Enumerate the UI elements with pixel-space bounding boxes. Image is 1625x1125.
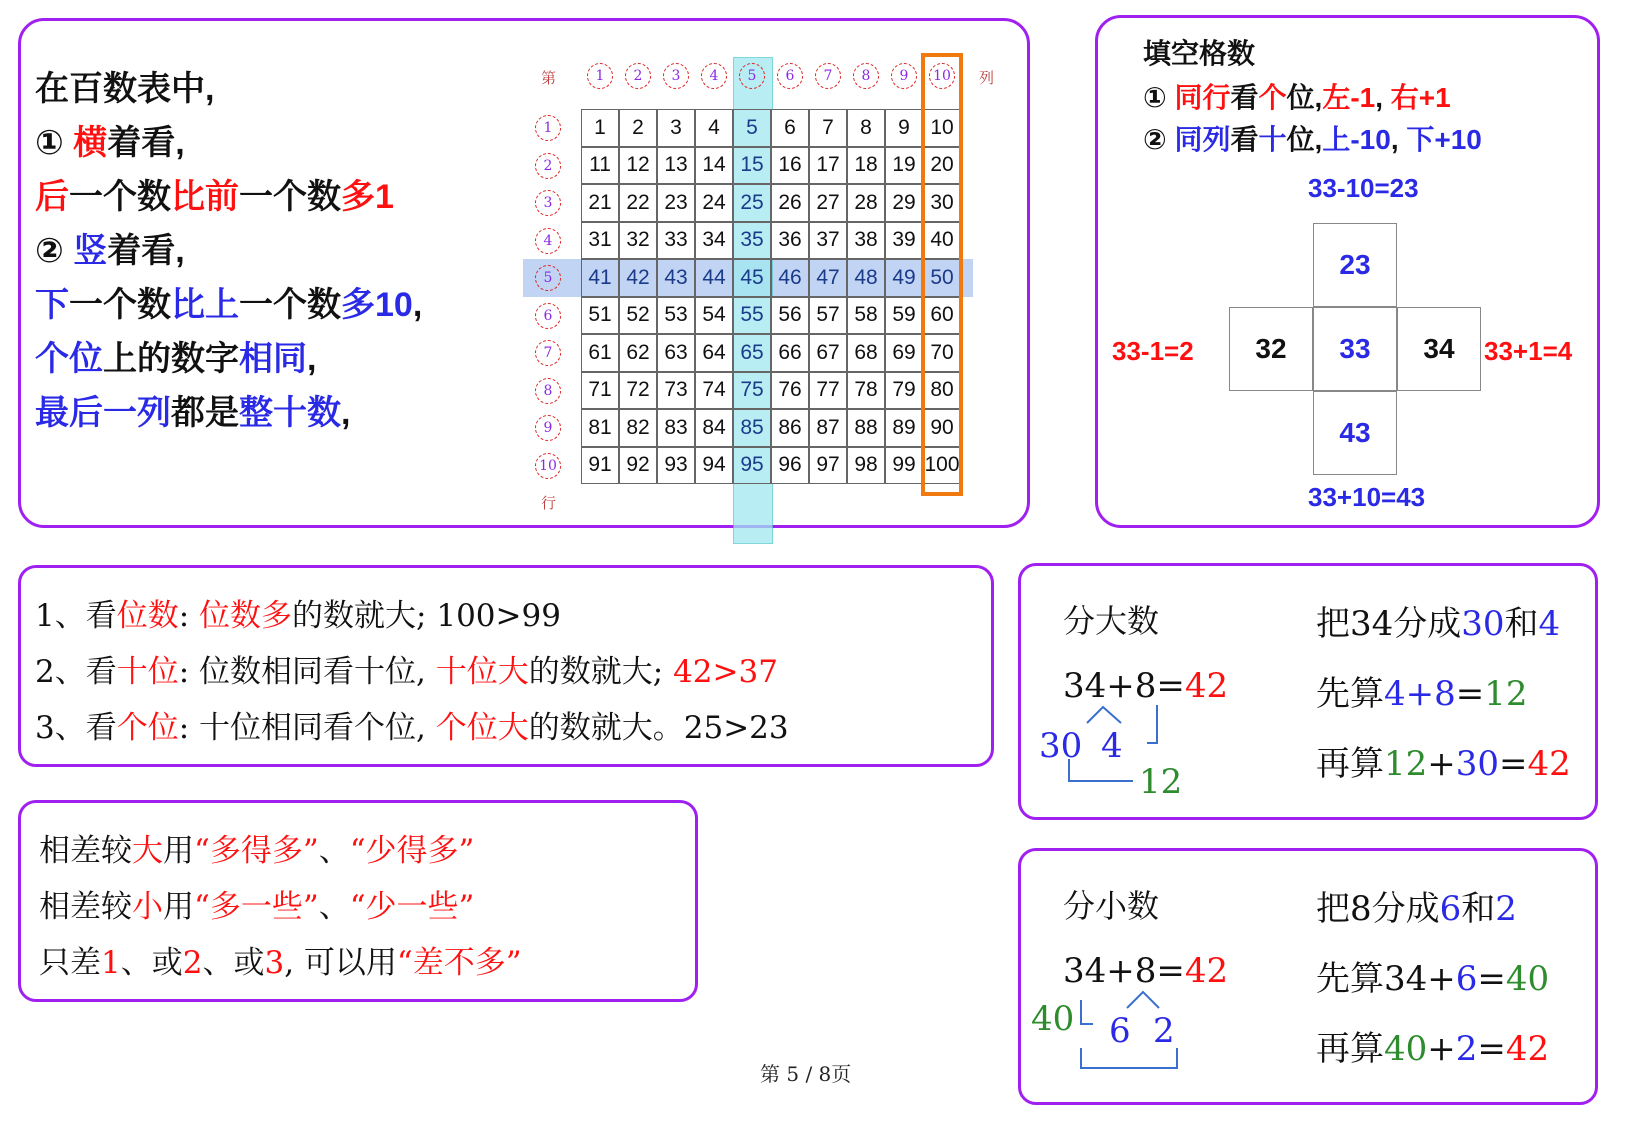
text-run: , [412, 286, 423, 324]
cell-center: 33 [1313, 307, 1397, 391]
text-run: 、或 [120, 945, 183, 981]
hundred-chart-cell: 31 [581, 222, 619, 260]
text-run: 把34分成 [1316, 604, 1462, 644]
row-number-circle: 6 [535, 303, 561, 329]
split-big-number-panel [1018, 563, 1598, 820]
vertical-word: 竖 [73, 232, 108, 270]
cell-left: 32 [1229, 307, 1313, 391]
hundred-chart-cell: 64 [695, 334, 733, 372]
text-run: 同列 [1174, 124, 1231, 155]
text-run: 一个数 [69, 178, 171, 216]
text-run: 和 [1504, 604, 1539, 644]
hundred-chart-cell: 75 [733, 372, 771, 410]
hundred-chart-cell: 17 [809, 147, 847, 185]
text-run: “多得多” [194, 833, 319, 869]
hundred-chart-cell: 48 [847, 259, 885, 297]
text-run: 42>37 [673, 654, 778, 690]
hundred-chart-cell: 89 [885, 409, 923, 447]
hundred-chart-cell: 14 [695, 147, 733, 185]
text-run: 下 [35, 286, 69, 324]
row-number-circle: 4 [535, 228, 561, 254]
text-run: , [341, 394, 351, 432]
hundred-chart-cell: 74 [695, 372, 733, 410]
same-row-rule [1143, 76, 1451, 116]
hundred-chart-cell: 58 [847, 297, 885, 335]
column-prefix-label: 第 [541, 69, 557, 87]
text-run: 42 [1184, 951, 1229, 991]
hundred-chart-cell: 82 [619, 409, 657, 447]
eq-right: 33+1=4 [1484, 336, 1573, 366]
hundred-chart-cell: 84 [695, 409, 733, 447]
hundred-chart-cell: 24 [695, 184, 733, 222]
text-run: 2 [1495, 889, 1517, 929]
text-run: 多1 [341, 178, 394, 216]
text-run: 个位 [116, 710, 179, 746]
text-run: 同行 [1174, 82, 1231, 113]
hundred-chart-cell: 18 [847, 147, 885, 185]
hundred-chart-cell: 77 [809, 372, 847, 410]
hundred-chart-cell: 6 [771, 109, 809, 147]
col-rule-text [35, 277, 422, 326]
cell-right: 34 [1397, 307, 1481, 391]
hundred-chart-cell: 93 [657, 447, 695, 485]
eq-left: 33-1=2 [1112, 336, 1194, 366]
compare-rule-ones [35, 702, 789, 747]
column-number-circle: 6 [777, 63, 803, 89]
text-run: 个位 [35, 340, 103, 378]
outlined-column-box [921, 53, 963, 496]
column-number-circle: 9 [891, 63, 917, 89]
hundred-chart-cell: 57 [809, 297, 847, 335]
text-run: , [1390, 124, 1407, 155]
text-run: : [178, 598, 200, 634]
hundred-chart-cell: 50 [923, 259, 961, 297]
text-run: 42 [1184, 666, 1229, 706]
text-run: 3、看 [35, 710, 117, 746]
text-run: 6 [1455, 959, 1478, 999]
text-run: 、或 [202, 945, 265, 981]
col-rule-heading [35, 223, 185, 272]
text-run: , [1375, 82, 1391, 113]
text-run: “少得多” [349, 833, 475, 869]
column-number-circle: 5 [739, 63, 765, 89]
fill-grid-title: 填空格数 [1143, 38, 1256, 69]
column-number-circle: 7 [815, 63, 841, 89]
text-run: = [1455, 674, 1485, 714]
text-run: 下+10 [1406, 124, 1482, 155]
ones-digit-rule [35, 331, 316, 380]
hundred-chart-cell: 3 [657, 109, 695, 147]
hundred-chart-cell: 16 [771, 147, 809, 185]
text-run: 上的数字 [103, 340, 239, 378]
hundred-chart-cell: 92 [619, 447, 657, 485]
compare-rule-digits [35, 590, 561, 635]
column-number-circle: 3 [663, 63, 689, 89]
text-run: 相同 [239, 340, 307, 378]
hundred-chart-cell: 43 [657, 259, 695, 297]
hundred-chart-cell: 42 [619, 259, 657, 297]
hundred-chart-cell: 11 [581, 147, 619, 185]
row-number-circle: 9 [535, 415, 561, 441]
split-partial-sum: 40 [1031, 999, 1075, 1039]
hundred-chart-cell: 52 [619, 297, 657, 335]
split-small-step2 [1316, 951, 1549, 1000]
text-run: 位, [1286, 82, 1323, 113]
hundred-chart-cell: 25 [733, 184, 771, 222]
hundred-chart-cell: 62 [619, 334, 657, 372]
column-number-circle: 8 [853, 63, 879, 89]
text-run: 一个数 [239, 178, 341, 216]
split-big-equation [1063, 666, 1228, 706]
text-run: 一个数 [69, 286, 171, 324]
hundred-chart-cell: 69 [885, 334, 923, 372]
hundred-chart-cell: 23 [657, 184, 695, 222]
row-number-circle: 1 [535, 115, 561, 141]
text-run: 看 [1230, 82, 1259, 113]
hundred-chart-cell: 19 [885, 147, 923, 185]
text-run: 比上 [171, 286, 239, 324]
text-run: 42 [1505, 1029, 1550, 1069]
text-run: ② [1143, 124, 1175, 155]
hundred-chart-cell: 13 [657, 147, 695, 185]
text-run: 4+8 [1384, 674, 1456, 714]
hundred-chart-cell: 70 [923, 334, 961, 372]
text-run: 先算34+ [1316, 959, 1456, 999]
hundred-chart-cell: 63 [657, 334, 695, 372]
last-column-rule [35, 385, 350, 434]
horizontal-word: 横 [73, 124, 108, 162]
circled-two: ② [35, 232, 64, 270]
hundred-chart-cell: 86 [771, 409, 809, 447]
text-run: : 位数相同看十位, [178, 654, 436, 690]
text-run: 30 [1461, 604, 1505, 644]
text-run: 比前 [171, 178, 239, 216]
text-run: ① [1143, 82, 1175, 113]
text-run: 位数多 [199, 598, 293, 634]
hundred-chart-cell: 91 [581, 447, 619, 485]
row-number-circle: 7 [535, 340, 561, 366]
add-bracket-line [1147, 705, 1157, 743]
hundred-chart-cell: 95 [733, 447, 771, 485]
hundred-chart-cell: 79 [885, 372, 923, 410]
text-run: 整十数 [239, 394, 341, 432]
text-run: + [1427, 744, 1456, 784]
text-run: 12 [1484, 674, 1528, 714]
circled-one: ① [35, 124, 64, 162]
cell-top: 23 [1313, 223, 1397, 307]
text-run: 个 [1258, 82, 1287, 113]
text-run: 最后一列 [35, 394, 171, 432]
text-run: 相差较 [39, 889, 132, 925]
text-run: “差不多” [396, 945, 522, 981]
split-big-step1 [1316, 596, 1560, 645]
hundred-chart-cell: 99 [885, 447, 923, 485]
hundred-chart-cell: 1 [581, 109, 619, 147]
nearly-equal-words [39, 937, 522, 982]
hundred-chart-cell: 40 [923, 222, 961, 260]
eq-top: 33-10=23 [1308, 173, 1419, 203]
split-small-title: 分小数 [1063, 887, 1160, 925]
text-run: 2 [182, 945, 203, 981]
split-small-step1 [1316, 881, 1517, 930]
split-part-b: 2 [1153, 1011, 1175, 1051]
hundred-chart-cell: 81 [581, 409, 619, 447]
hundred-chart-panel [18, 18, 1030, 528]
text-run: 小 [132, 889, 163, 925]
hundred-chart-cell: 12 [619, 147, 657, 185]
text-run: 12 [1384, 744, 1428, 784]
split-big-step3 [1316, 736, 1571, 785]
hundred-chart-cell: 54 [695, 297, 733, 335]
text-run: “少一些” [349, 889, 475, 925]
hundred-chart-cell: 80 [923, 372, 961, 410]
text-run: 位数 [116, 598, 179, 634]
compare-rules-panel [18, 565, 994, 767]
hundred-chart-cell: 59 [885, 297, 923, 335]
text-run: 的数就大; 100>99 [292, 598, 561, 634]
hundred-chart-cell: 41 [581, 259, 619, 297]
text-run: + [1427, 1029, 1456, 1069]
text-run: 1 [101, 945, 121, 981]
hundred-chart-cell: 9 [885, 109, 923, 147]
split-partial-sum: 12 [1139, 762, 1183, 802]
hundred-chart-cell: 27 [809, 184, 847, 222]
text-run: “多一些” [194, 889, 319, 925]
text-run: 只差 [39, 945, 101, 981]
column-suffix-label: 列 [979, 69, 995, 87]
row-suffix-label: 行 [541, 494, 557, 512]
cell-bottom: 43 [1313, 391, 1397, 475]
text-run: 相差较 [39, 833, 132, 869]
text-run: 30 [1455, 744, 1500, 784]
column-number-circle: 1 [587, 63, 613, 89]
text-run: 个位大 [435, 710, 529, 746]
hundred-chart-cell: 97 [809, 447, 847, 485]
hundred-chart-cell: 88 [847, 409, 885, 447]
compare-rule-tens [35, 646, 778, 691]
text-run: 、 [318, 889, 350, 925]
text-run: = [1499, 744, 1528, 784]
hundred-chart-cell: 30 [923, 184, 961, 222]
add-bracket-line [1081, 1000, 1093, 1024]
text-run: 、 [318, 833, 350, 869]
text-run: 的数就大; [528, 654, 674, 690]
hundred-chart-cell: 26 [771, 184, 809, 222]
hundred-chart-cell: 2 [619, 109, 657, 147]
column-number-circle: 10 [929, 63, 955, 89]
text-run: 和 [1461, 889, 1496, 929]
text-run: , 可以用 [284, 945, 397, 981]
hundred-chart-cell: 34 [695, 222, 733, 260]
text-run: 40 [1384, 1029, 1428, 1069]
hundred-chart-cell: 68 [847, 334, 885, 372]
text-run: 看 [1230, 124, 1259, 155]
hundred-chart-cell: 28 [847, 184, 885, 222]
hundred-chart-cell: 20 [923, 147, 961, 185]
hundred-chart-cell: 65 [733, 334, 771, 372]
text-run: 1、看 [35, 598, 117, 634]
hundred-chart-cell: 32 [619, 222, 657, 260]
split-big-step2 [1316, 666, 1528, 715]
split-small-step3 [1316, 1021, 1549, 1070]
hundred-chart-cell: 38 [847, 222, 885, 260]
row-number-circle: 8 [535, 378, 561, 404]
split-small-equation [1063, 951, 1228, 991]
split-small-number-panel [1018, 848, 1598, 1105]
split-part-a: 30 [1039, 726, 1083, 766]
text-run: 位, [1286, 124, 1323, 155]
hundred-chart-cell: 60 [923, 297, 961, 335]
text-run: 右+1 [1390, 82, 1451, 113]
hundred-chart-cell: 55 [733, 297, 771, 335]
row-number-circle: 2 [535, 153, 561, 179]
hundred-chart-cell: 5 [733, 109, 771, 147]
difference-words-panel [18, 800, 698, 1002]
hundred-chart-cell: 78 [847, 372, 885, 410]
text-run: = [1477, 1029, 1506, 1069]
split-part-b: 4 [1101, 726, 1123, 766]
hundred-chart-cell: 4 [695, 109, 733, 147]
text-run: 再算 [1316, 744, 1384, 784]
hundred-chart-cell: 56 [771, 297, 809, 335]
hundred-chart-cell: 61 [581, 334, 619, 372]
hundred-chart-cell: 73 [657, 372, 695, 410]
look-text: 着看, [107, 124, 185, 162]
text-run: 先算 [1316, 674, 1384, 714]
text-run: : 十位相同看个位, [178, 710, 436, 746]
hundred-chart-cell: 21 [581, 184, 619, 222]
hundred-chart-cell: 35 [733, 222, 771, 260]
text-run: 6 [1439, 889, 1462, 929]
hundred-chart-cell: 36 [771, 222, 809, 260]
hundred-chart-cell: 66 [771, 334, 809, 372]
hundred-chart-cell: 39 [885, 222, 923, 260]
hundred-chart [541, 57, 1021, 527]
row-rule-text [35, 169, 394, 218]
hundred-chart-cell: 22 [619, 184, 657, 222]
column-number-circle: 2 [625, 63, 651, 89]
text-run: 2、看 [35, 654, 117, 690]
hundred-chart-cell: 46 [771, 259, 809, 297]
text-run: 用 [163, 833, 194, 869]
text-run: 多10 [341, 286, 413, 324]
text-run: 34+8= [1063, 951, 1185, 991]
text-run: 40 [1505, 959, 1550, 999]
hundred-chart-cell: 87 [809, 409, 847, 447]
hundred-chart-cell: 90 [923, 409, 961, 447]
hundred-chart-cell: 53 [657, 297, 695, 335]
same-col-rule [1143, 118, 1482, 158]
text-run: 一个数 [239, 286, 341, 324]
split-part-a: 6 [1109, 1011, 1131, 1051]
text-run: 十位大 [435, 654, 529, 690]
text-run: , [307, 340, 317, 378]
text-run: 大 [132, 833, 163, 869]
row-number-circle: 10 [535, 453, 561, 479]
hundred-chart-cell: 100 [923, 447, 961, 485]
eq-bottom: 33+10=43 [1308, 482, 1426, 512]
hundred-chart-cell: 71 [581, 372, 619, 410]
big-difference-words [39, 825, 474, 870]
hundred-chart-cell: 94 [695, 447, 733, 485]
hundred-chart-cell: 96 [771, 447, 809, 485]
small-difference-words [39, 881, 474, 926]
hundred-chart-cell: 67 [809, 334, 847, 372]
text-run: 用 [163, 889, 194, 925]
text-run: 2 [1455, 1029, 1478, 1069]
hundred-chart-cell: 85 [733, 409, 771, 447]
split-branch-lines [1127, 992, 1159, 1008]
text-run: 把8分成 [1316, 889, 1440, 929]
text-run: 十 [1258, 124, 1287, 155]
hundred-chart-cell: 10 [923, 109, 961, 147]
hundred-chart-cell: 98 [847, 447, 885, 485]
hundred-chart-cell: 76 [771, 372, 809, 410]
text-run: 都是 [171, 394, 239, 432]
row-number-circle: 5 [535, 265, 561, 291]
hundred-chart-cell: 83 [657, 409, 695, 447]
hundred-chart-cell: 8 [847, 109, 885, 147]
look-text: 着看, [107, 232, 185, 270]
text-run: 42 [1527, 744, 1571, 784]
text-run: 的数就大。25>23 [528, 710, 789, 746]
hundred-chart-cell: 7 [809, 109, 847, 147]
split-branch-lines [1087, 707, 1121, 723]
page-number: 第 5 / 8页 [760, 1062, 852, 1086]
hundred-chart-cell: 45 [733, 259, 771, 297]
text-run: 4 [1538, 604, 1561, 644]
text-run: 后 [35, 178, 69, 216]
text-run: 再算 [1316, 1029, 1384, 1069]
hundred-chart-cell: 33 [657, 222, 695, 260]
split-big-title: 分大数 [1063, 602, 1160, 640]
row-rule-heading [35, 115, 185, 164]
hundred-chart-cell: 37 [809, 222, 847, 260]
fill-grid-panel [1095, 15, 1600, 528]
hundred-chart-cell: 51 [581, 297, 619, 335]
hundred-chart-cell: 29 [885, 184, 923, 222]
combine-bracket-line [1081, 1048, 1177, 1068]
hundred-chart-cell: 15 [733, 147, 771, 185]
text-run: 上-10 [1322, 124, 1391, 155]
hundred-chart-cell: 47 [809, 259, 847, 297]
hundred-chart-cell: 49 [885, 259, 923, 297]
row-number-circle: 3 [535, 190, 561, 216]
hundred-chart-cell: 72 [619, 372, 657, 410]
hundred-chart-cell: 44 [695, 259, 733, 297]
text-run: = [1477, 959, 1506, 999]
intro-text: 在百数表中, [35, 70, 215, 108]
column-number-circle: 4 [701, 63, 727, 89]
text-run: 34+8= [1063, 666, 1185, 706]
text-run: 十位 [116, 654, 179, 690]
text-run: 3 [264, 945, 285, 981]
text-run: 左-1 [1322, 82, 1376, 113]
